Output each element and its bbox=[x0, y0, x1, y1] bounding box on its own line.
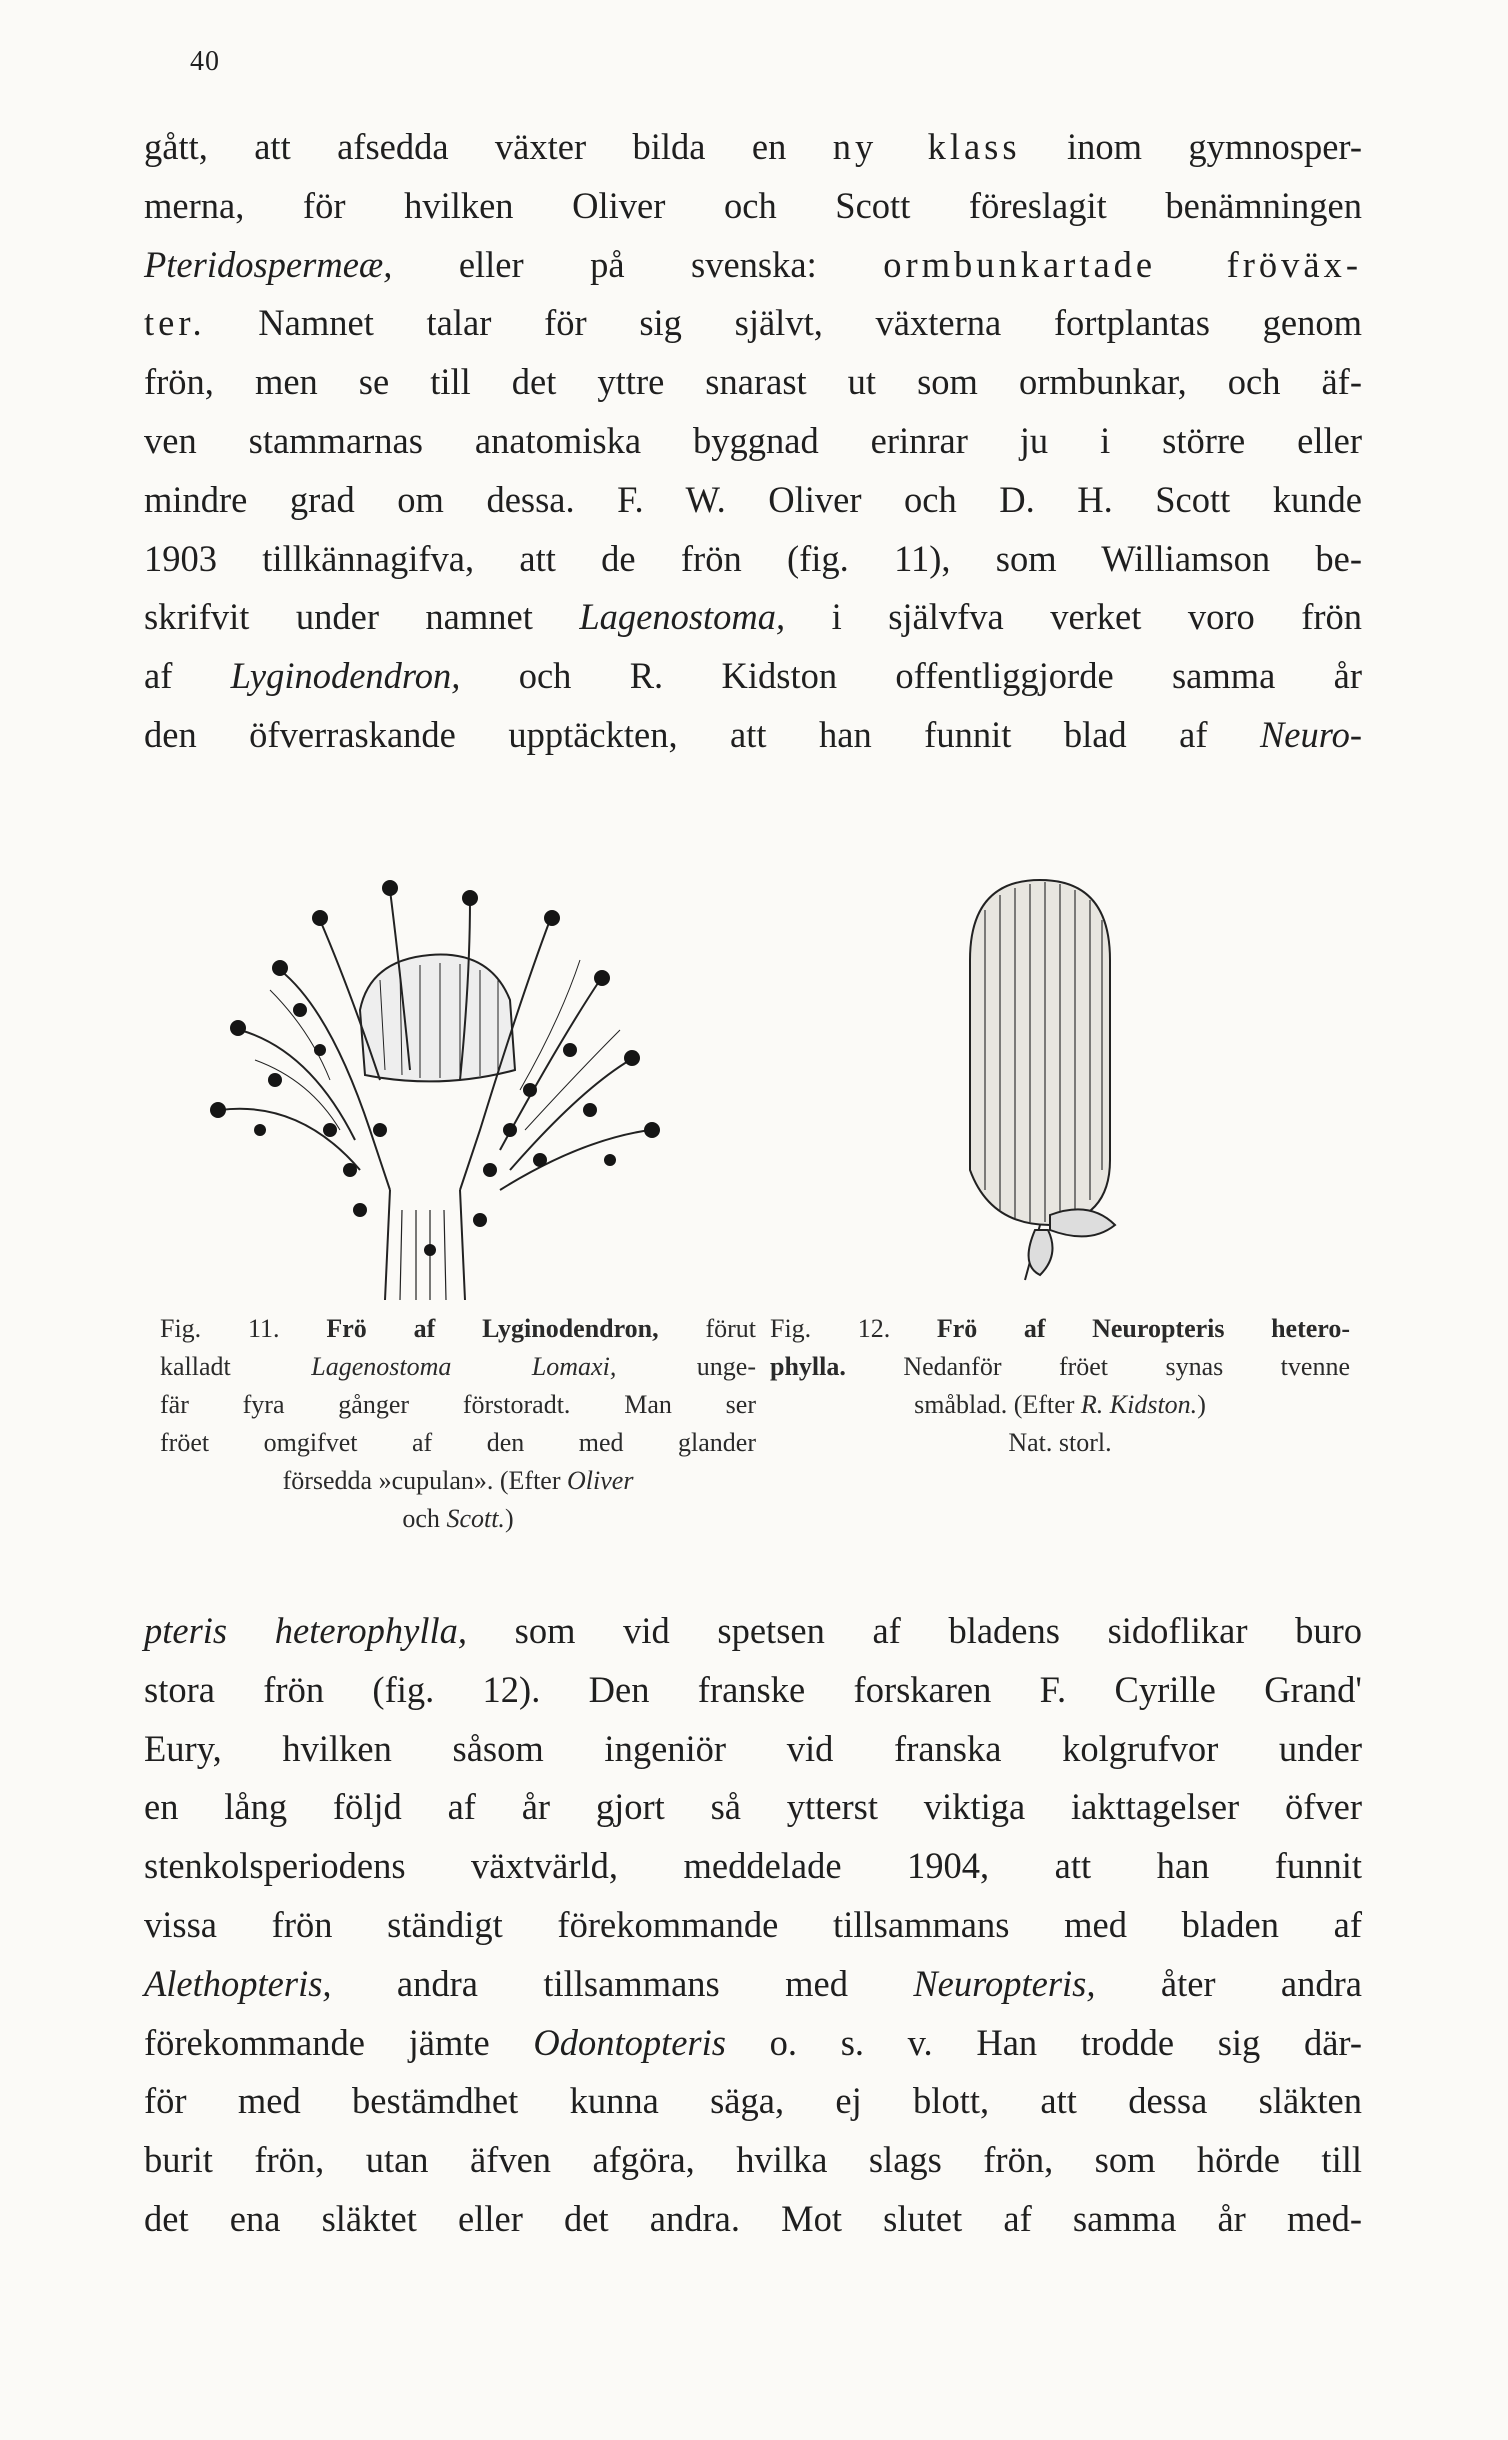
text-line: 1903 tillkännagifva, att de frön (fig. 11), som Williamson be- bbox=[144, 537, 1362, 579]
text-line: stora frön (fig. 12). Den franske forskaren F. Cyrille Grand' bbox=[144, 1668, 1362, 1710]
caption-line: fröet omgifvet af den med glander bbox=[160, 1428, 756, 1457]
paragraph-top bbox=[144, 118, 1362, 765]
text-line: en lång följd af år gjort så ytterst viktiga iakttagelser öfver bbox=[144, 1786, 1362, 1828]
text-line: burit frön, utan äfven afgöra, hvilka slags frön, som hörde till bbox=[144, 2139, 1362, 2181]
text-line: ven stammarnas anatomiska byggnad erinrar ju i större eller bbox=[144, 419, 1362, 461]
fig12-caption bbox=[770, 1310, 1350, 1462]
text-line: af Lyginodendron, och R. Kidston offentliggjorde samma år bbox=[144, 655, 1363, 697]
fig11-caption bbox=[160, 1310, 756, 1538]
text-line: gått, att afsedda växter bilda en ny klass inom gymnosper- bbox=[144, 126, 1363, 167]
text-line: det ena släktet eller det andra. Mot slutet af samma år med- bbox=[144, 2197, 1362, 2239]
caption-line: fär fyra gånger förstoradt. Man ser bbox=[160, 1390, 756, 1419]
fig12-seed-illustration bbox=[930, 870, 1160, 1290]
caption-line: Fig. 12. Frö af Neuropteris hetero- bbox=[770, 1314, 1350, 1343]
text-line: frön, men se till det yttre snarast ut som ormbunkar, och äf- bbox=[144, 361, 1362, 403]
text-line: stenkolsperiodens växtvärld, meddelade 1904, att han funnit bbox=[144, 1845, 1362, 1887]
caption-line: småblad. (Efter R. Kidston.) bbox=[914, 1390, 1206, 1419]
caption-line: kalladt Lagenostoma Lomaxi, unge- bbox=[160, 1352, 756, 1381]
text-line: merna, för hvilken Oliver och Scott föreslagit benämningen bbox=[144, 184, 1362, 226]
text-line: för med bestämdhet kunna säga, ej blott, att dessa släkten bbox=[144, 2080, 1362, 2122]
fig11-seed-illustration bbox=[180, 830, 720, 1300]
text-line: skrifvit under namnet Lagenostoma, i självfva verket voro frön bbox=[144, 596, 1363, 638]
text-line: mindre grad om dessa. F. W. Oliver och D. H. Scott kunde bbox=[144, 478, 1362, 520]
text-line: Eury, hvilken såsom ingeniör vid franska kolgrufvor under bbox=[144, 1727, 1362, 1769]
text-line: den öfverraskande upptäckten, att han funnit blad af Neuro- bbox=[144, 713, 1362, 755]
text-line: förekommande jämte Odontopteris o. s. v. Han trodde sig där- bbox=[144, 2021, 1362, 2063]
caption-line: Nat. storl. bbox=[1008, 1428, 1112, 1457]
text-line: Alethopteris, andra tillsammans med Neuropteris, åter andra bbox=[144, 1962, 1362, 2004]
text-line: Pteridospermeæ, eller på svenska: ormbunkartade fröväx- bbox=[144, 243, 1362, 285]
caption-line: försedda »cupulan». (Efter Oliver bbox=[282, 1466, 634, 1495]
caption-line: phylla. Nedanför fröet synas tvenne bbox=[770, 1352, 1350, 1381]
caption-line: och Scott.) bbox=[402, 1504, 514, 1533]
paragraph-bottom bbox=[144, 1602, 1362, 2249]
page-number: 40 bbox=[190, 46, 220, 77]
text-line: ter. Namnet talar för sig självt, växterna fortplantas genom bbox=[144, 302, 1362, 344]
text-line: vissa frön ständigt förekommande tillsammans med bladen af bbox=[144, 1903, 1362, 1945]
text-line: pteris heterophylla, som vid spetsen af bladens sidoflikar buro bbox=[144, 1610, 1362, 1651]
caption-line: Fig. 11. Frö af Lyginodendron, förut bbox=[160, 1314, 757, 1343]
